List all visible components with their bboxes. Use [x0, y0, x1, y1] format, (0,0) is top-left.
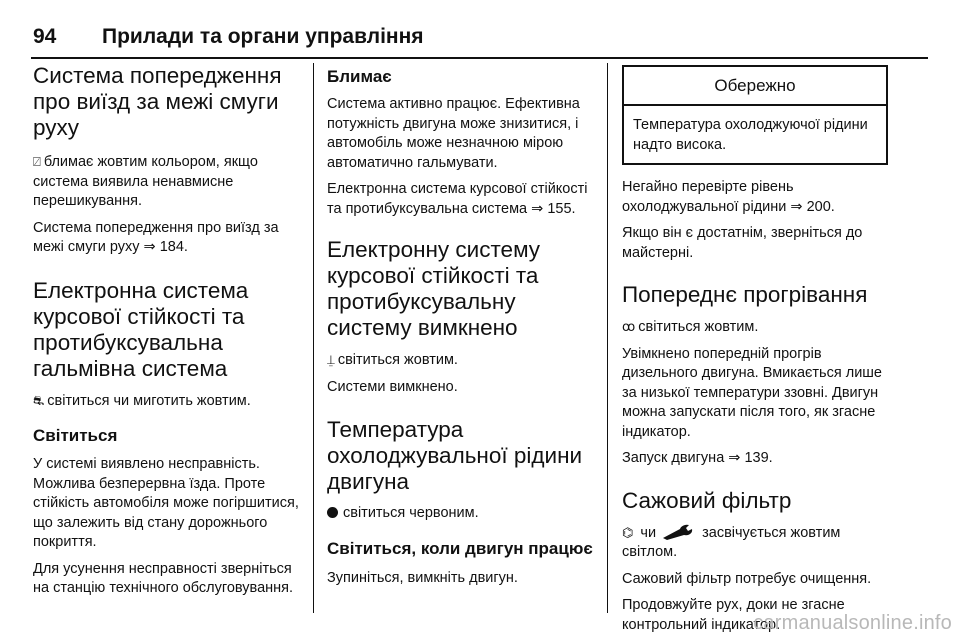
paragraph: Система попередження про виїзд за межі смуги руху ⇒ 184. [33, 219, 279, 255]
paragraph [327, 504, 595, 524]
paragraph [33, 391, 301, 412]
esc-text: світиться чи миготить жовтим. [47, 392, 251, 409]
filter-text: засвічується жовтим світлом. [622, 524, 841, 560]
subheading-lights: Світиться [33, 426, 118, 445]
running-title: Прилади та органи управління [102, 25, 424, 48]
esc-off-icon: ⍊ [327, 352, 335, 367]
coolant-text: світиться червоним. [343, 505, 479, 521]
section-title-preheat: Попереднє прогрівання [622, 282, 868, 307]
subheading-flashes: Блимає [327, 67, 392, 86]
paragraph: У системі виявлено несправність. Можлива безперервна їзда. Проте стійкість автомобіля може погіршитися, що залежить від стану дорожнього покриття. [33, 456, 299, 550]
skid-car-icon: ⛐ [33, 392, 45, 408]
esc-off-text: світиться жовтим. [337, 352, 458, 368]
paragraph: Зупиніться, вимкніть двигун. [327, 569, 518, 586]
section-title-lane-departure: Система попередження про виїзд за межі смуги руху [33, 63, 282, 140]
caution-heading: Обережно [624, 67, 886, 106]
column-3 [622, 63, 888, 635]
paragraph: Електронна система курсової стійкості та протибуксувальна система ⇒ 155. [327, 181, 588, 217]
paragraph [622, 523, 888, 563]
subheading-engine-running: Світиться, коли двигун працює [327, 538, 593, 558]
paragraph [327, 350, 595, 371]
column-1 [33, 63, 301, 599]
watermark: carmanualsonline.info [753, 612, 952, 634]
lane-text: блимає жовтим кольором, якщо система виявила ненавмисне перешикування. [33, 154, 258, 209]
paragraph: Увімкнено попередній прогрів дизельного двигуна. Вмикається лише за низької температури ззовні. Двигун можна запускати після того, як згасне індикатор. [622, 345, 882, 440]
paragraph: Системи вимкнено. [327, 378, 458, 395]
paragraph: Продовжуйте рух, доки не згасне контрольний індикатор. [622, 597, 845, 633]
paragraph: Система активно працює. Ефективна потужність двигуна може знизитися, і автомобіль може незначною мірою автоматично гальмувати. [327, 96, 580, 171]
preheat-text: світиться жовтим. [638, 319, 759, 335]
paragraph: Сажовий фільтр потребує очищення. [622, 570, 872, 587]
page-header [0, 0, 960, 58]
paragraph: Для усунення несправності зверніться на станцію технічного обслуговування. [33, 560, 294, 596]
wrench-icon [662, 524, 696, 540]
section-title-soot-filter: Сажовий фільтр [622, 487, 792, 513]
paragraph [33, 152, 301, 212]
section-title-esc: Електронна система курсової стійкості та протибуксувальна гальмівна система [33, 277, 249, 381]
section-title-coolant: Температура охолоджувальної рідини двигуна [327, 417, 583, 494]
lane-departure-icon: ⍁ [33, 154, 41, 169]
paragraph: Запуск двигуна ⇒ 139. [622, 450, 773, 466]
soot-filter-icon: ⌬ [622, 524, 634, 540]
caution-body [624, 106, 886, 163]
glow-plug-icon: ꝏ [622, 319, 636, 334]
section-title-esc-off: Електронну систему курсової стійкості та протибуксувальну систему вимкнено [327, 237, 541, 340]
paragraph: Негайно перевірте рівень охолоджувальної рідини ⇒ 200. [622, 179, 835, 215]
caution-box [622, 65, 888, 165]
paragraph: Якщо він є достатнім, зверніться до майстерні. [622, 225, 863, 261]
caution-text: Температура охолоджуючої рідини надто висока. [633, 117, 868, 153]
header-rule [31, 57, 928, 59]
or-text: чи [640, 524, 657, 541]
paragraph [622, 317, 888, 338]
column-divider-2 [607, 63, 608, 613]
column-2 [327, 63, 595, 588]
red-dot-icon [327, 507, 338, 518]
page-number: 94 [33, 25, 57, 48]
column-divider-1 [313, 63, 314, 613]
